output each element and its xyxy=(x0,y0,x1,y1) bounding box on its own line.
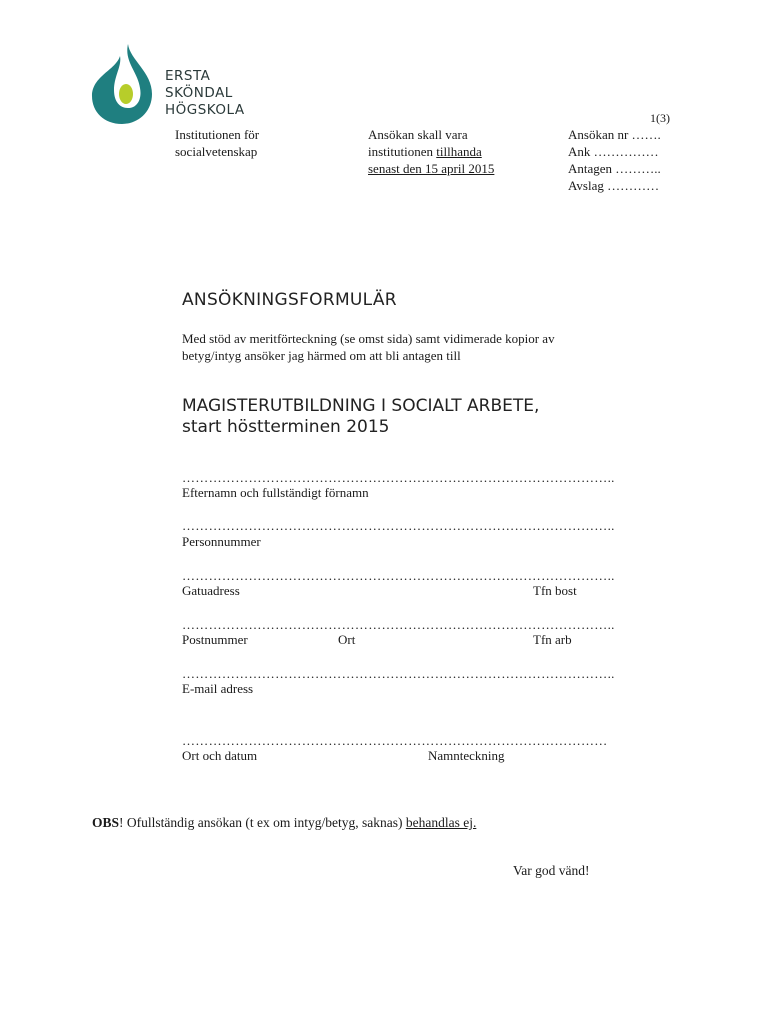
please-turn-over: Var god vänd! xyxy=(513,863,590,878)
office-ansokan-nr: Ansökan nr ……. xyxy=(568,127,661,142)
gatuadress-label: Gatuadress xyxy=(182,583,240,598)
office-avslag: Avslag ………… xyxy=(568,178,660,193)
deadline-underlined: tillhanda xyxy=(436,144,482,159)
ort-label: Ort xyxy=(338,632,356,647)
name-label: Efternamn och fullständigt förnamn xyxy=(182,485,369,500)
tfn-bost-label: Tfn bost xyxy=(533,583,577,598)
logo-line-2: SKÖNDAL xyxy=(165,85,233,101)
name-field-line[interactable]: …………………………………………………………………………………….. xyxy=(182,470,615,485)
email-label: E-mail adress xyxy=(182,681,254,696)
page-number: 1(3) xyxy=(650,111,670,125)
office-use-box xyxy=(568,126,661,194)
deadline-notice xyxy=(368,126,494,177)
ort-datum-label: Ort och datum xyxy=(182,748,258,763)
logo xyxy=(90,42,260,126)
department-line-1: Institutionen för xyxy=(175,127,260,142)
personnummer-label: Personnummer xyxy=(182,534,261,549)
department xyxy=(175,126,259,160)
program-title: MAGISTERUTBILDNING I SOCIALT ARBETE, xyxy=(182,396,540,416)
intro-line-2: betyg/intyg ansöker jag härmed om att bli antagen till xyxy=(182,348,461,363)
address-field-line[interactable]: …………………………………………………………………………………….. xyxy=(182,568,615,583)
deadline-line-3: senast den 15 april 2015 xyxy=(368,161,495,176)
logo-drop-icon xyxy=(90,42,160,126)
form-title: ANSÖKNINGSFORMULÄR xyxy=(182,290,397,310)
personnummer-field-line[interactable]: …………………………………………………………………………………….. xyxy=(182,518,615,533)
tfn-arb-label: Tfn arb xyxy=(533,632,572,647)
logo-line-1: ERSTA xyxy=(165,68,211,84)
program-subtitle: start höstterminen 2015 xyxy=(182,417,390,437)
intro-text xyxy=(182,330,555,364)
office-antagen: Antagen ……….. xyxy=(568,161,661,176)
namnteckning-label: Namnteckning xyxy=(428,748,505,763)
logo-line-3: HÖGSKOLA xyxy=(165,102,245,118)
incomplete-notice xyxy=(92,814,476,831)
deadline-line-2-text: institutionen xyxy=(368,144,437,159)
notice-underlined: behandlas ej. xyxy=(405,815,477,830)
deadline-line-1: Ansökan skall vara xyxy=(368,127,468,142)
postnummer-label: Postnummer xyxy=(182,632,248,647)
email-field-line[interactable]: …………………………………………………………………………………….. xyxy=(182,666,615,681)
obs-label: OBS xyxy=(92,815,120,830)
postal-field-line[interactable]: …………………………………………………………………………………….. xyxy=(182,617,615,632)
intro-line-1: Med stöd av meritförteckning (se omst sida) samt vidimerade kopior av xyxy=(182,331,555,346)
office-ank: Ank …………… xyxy=(568,144,659,159)
signature-field-line[interactable]: …………………………………………………………………………………… xyxy=(182,733,608,748)
department-line-2: socialvetenskap xyxy=(175,144,258,159)
program xyxy=(182,396,539,438)
notice-text: ! Ofullständig ansökan (t ex om intyg/betyg, saknas) xyxy=(119,815,406,830)
deadline-line-2 xyxy=(368,143,494,160)
